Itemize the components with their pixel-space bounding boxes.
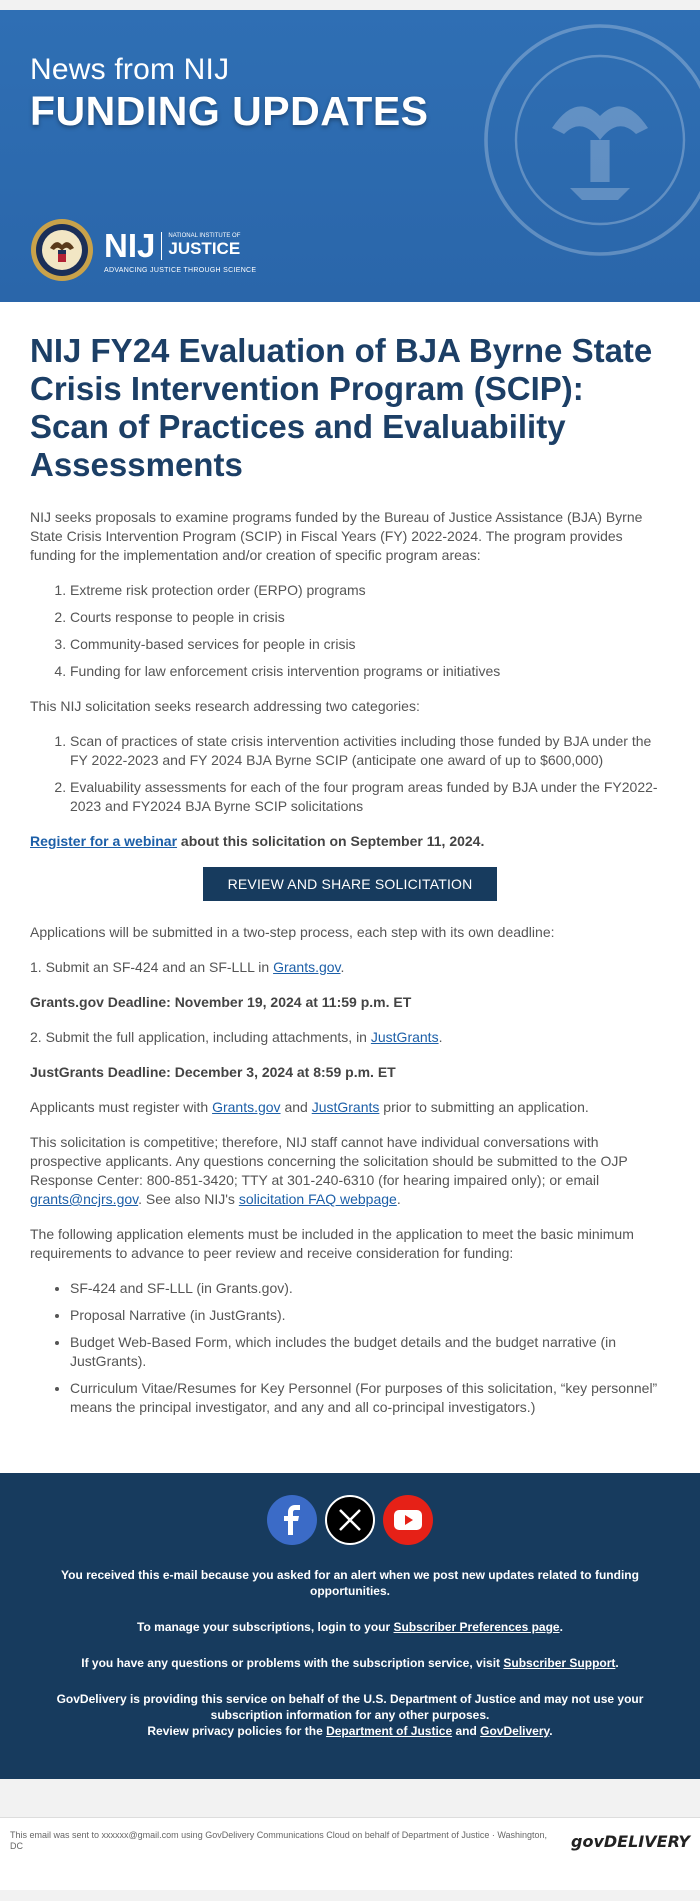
support-end: . xyxy=(615,1656,619,1670)
competitive-mid: . See also NIJ's xyxy=(138,1191,239,1207)
nij-logo-text xyxy=(104,227,256,274)
sent-to-text: This email was sent to xxxxxx@gmail.com using GovDelivery Communications Cloud on behalf of Department of Justice · Washington, DC xyxy=(10,1830,548,1851)
webinar-paragraph xyxy=(30,832,670,851)
list-item: 2. Evaluability assessments for each of the four program areas funded by BJA under the FY2022-2023 and FY2024 BJA Byrne SCIP solicitations xyxy=(70,778,670,816)
article-content xyxy=(0,302,700,1473)
logo-nij: NIJ xyxy=(104,226,156,264)
manage-end: . xyxy=(559,1620,563,1634)
alert-text: You received this e-mail because you asked for an alert when we post new updates related to funding opportunities. xyxy=(61,1568,639,1598)
cta-wrapper xyxy=(30,867,670,901)
subscriber-support-link[interactable]: Subscriber Support xyxy=(503,1656,616,1670)
logo-divider xyxy=(161,232,162,260)
list-item: • Curriculum Vitae/Resumes for Key Personnel (For purposes of this solicitation, “key personnel” means the principal investigator, and any and all co-principal investigators.) xyxy=(70,1379,670,1417)
manage-text: To manage your subscriptions, login to your xyxy=(137,1620,394,1634)
x-icon[interactable] xyxy=(325,1495,375,1545)
list-item: • SF-424 and SF-LLL (in Grants.gov). xyxy=(70,1279,670,1298)
step2-paragraph xyxy=(30,1028,670,1047)
justgrants-deadline: JustGrants Deadline: December 3, 2024 at 8:59 p.m. ET xyxy=(30,1064,396,1080)
logo-national: NATIONAL INSTITUTE OF xyxy=(168,233,241,239)
grants-gov-link[interactable]: Grants.gov xyxy=(273,959,341,975)
webinar-text: about this solicitation on September 11, 2024. xyxy=(177,833,485,849)
footer xyxy=(0,1473,700,1779)
intro-paragraph: NIJ seeks proposals to examine programs funded by the Bureau of Justice Assistance (BJA) Byrne State Crisis Intervention Program (SCIP) in Fiscal Years (FY) 2022-2024. The program provides funding for the implementation and/or creation of specific program areas: xyxy=(30,509,643,563)
step1-end: . xyxy=(340,959,345,975)
competitive-text: This solicitation is competitive; therefore, NIJ staff cannot have individual conversations with prospective applicants. Any questions concerning the solicitation should be submitted to the OJP Response Center: 800-851-3420; TTY at 301-240-6310 (for hearing impaired only); or email xyxy=(30,1134,628,1188)
logo-tagline: ADVANCING JUSTICE THROUGH SCIENCE xyxy=(104,266,257,274)
logo-justice: JUSTICE xyxy=(168,239,241,258)
bottom-bar xyxy=(0,1817,700,1890)
list-item: • Budget Web-Based Form, which includes the budget details and the budget narrative (in JustGrants). xyxy=(70,1333,670,1371)
step1-paragraph xyxy=(30,958,670,977)
doj-seal-icon xyxy=(30,218,94,282)
privacy-and: and xyxy=(452,1724,481,1738)
footer-spacer xyxy=(0,1779,700,1817)
two-step-paragraph: Applications will be submitted in a two-step process, each step with its own deadline: xyxy=(30,924,555,940)
funding-updates-title: FUNDING UPDATES xyxy=(30,88,429,134)
news-from-title: News from NIJ xyxy=(30,53,230,86)
list-item: 1. Scan of practices of state crisis intervention activities including those funded by BJA under the FY 2022-2023 and FY 2024 BJA Byrne SCIP (anticipate one award of up to $600,000) xyxy=(70,732,670,770)
competitive-end: . xyxy=(396,1191,401,1207)
header-banner xyxy=(0,10,700,302)
list-item: • Proposal Narrative (in JustGrants). xyxy=(70,1306,670,1325)
manage-paragraph xyxy=(30,1619,670,1635)
list-item: 4. Funding for law enforcement crisis intervention programs or initiatives xyxy=(70,662,670,681)
article-title: NIJ FY24 Evaluation of BJA Byrne State Crisis Intervention Program (SCIP): Scan of Practices and Evaluability Assessments xyxy=(30,332,653,483)
list-item: 3. Community-based services for people in crisis xyxy=(70,635,670,654)
support-paragraph xyxy=(30,1655,670,1671)
step2-end: . xyxy=(438,1029,443,1045)
govdelivery-text: GovDelivery is providing this service on behalf of the U.S. Department of Justice and may not use your subscription information for any other purposes. xyxy=(56,1692,644,1722)
register-justgrants-link[interactable]: JustGrants xyxy=(311,1099,380,1115)
categories-list xyxy=(70,732,670,816)
subscriber-preferences-link[interactable]: Subscriber Preferences page xyxy=(393,1620,560,1634)
facebook-icon[interactable] xyxy=(267,1495,317,1545)
step2-text: 2. Submit the full application, including attachments, in xyxy=(30,1029,371,1045)
email-link[interactable]: grants@ncjrs.gov xyxy=(30,1191,139,1207)
review-solicitation-button[interactable]: REVIEW AND SHARE SOLICITATION xyxy=(203,867,498,901)
faq-link[interactable]: solicitation FAQ webpage xyxy=(238,1191,397,1207)
govdelivery-privacy-link[interactable]: GovDelivery xyxy=(480,1724,550,1738)
govdelivery-paragraph xyxy=(30,1691,670,1739)
register-end: prior to submitting an application. xyxy=(379,1099,589,1115)
nij-logo[interactable] xyxy=(30,218,256,282)
step1-text: 1. Submit an SF-424 and an SF-LLL in xyxy=(30,959,274,975)
register-and: and xyxy=(280,1099,312,1115)
register-webinar-link[interactable]: Register for a webinar xyxy=(30,833,178,849)
support-text: If you have any questions or problems with the subscription service, visit xyxy=(81,1656,504,1670)
doj-seal-watermark-icon xyxy=(480,20,700,260)
govdelivery-logo[interactable]: govDELIVERY xyxy=(571,1832,690,1851)
elements-intro: The following application elements must be included in the application to meet the basic minimum requirements to advance to peer review and receive consideration for funding: xyxy=(30,1226,634,1261)
privacy-end: . xyxy=(549,1724,553,1738)
social-icons xyxy=(30,1495,670,1545)
register-paragraph xyxy=(30,1098,670,1117)
register-text: Applicants must register with xyxy=(30,1099,213,1115)
list-item: 1. Extreme risk protection order (ERPO) programs xyxy=(70,581,670,600)
categories-intro: This NIJ solicitation seeks research addressing two categories: xyxy=(30,698,420,714)
justgrants-link[interactable]: JustGrants xyxy=(370,1029,439,1045)
doj-privacy-link[interactable]: Department of Justice xyxy=(326,1724,453,1738)
grants-deadline: Grants.gov Deadline: November 19, 2024 at 11:59 p.m. ET xyxy=(30,994,412,1010)
top-strip xyxy=(0,0,700,10)
privacy-text: Review privacy policies for the xyxy=(147,1724,327,1738)
youtube-icon[interactable] xyxy=(383,1495,433,1545)
list-item: 2. Courts response to people in crisis xyxy=(70,608,670,627)
register-grants-gov-link[interactable]: Grants.gov xyxy=(212,1099,281,1115)
elements-list xyxy=(70,1279,670,1417)
program-areas-list xyxy=(70,581,670,681)
competitive-paragraph xyxy=(30,1133,670,1209)
